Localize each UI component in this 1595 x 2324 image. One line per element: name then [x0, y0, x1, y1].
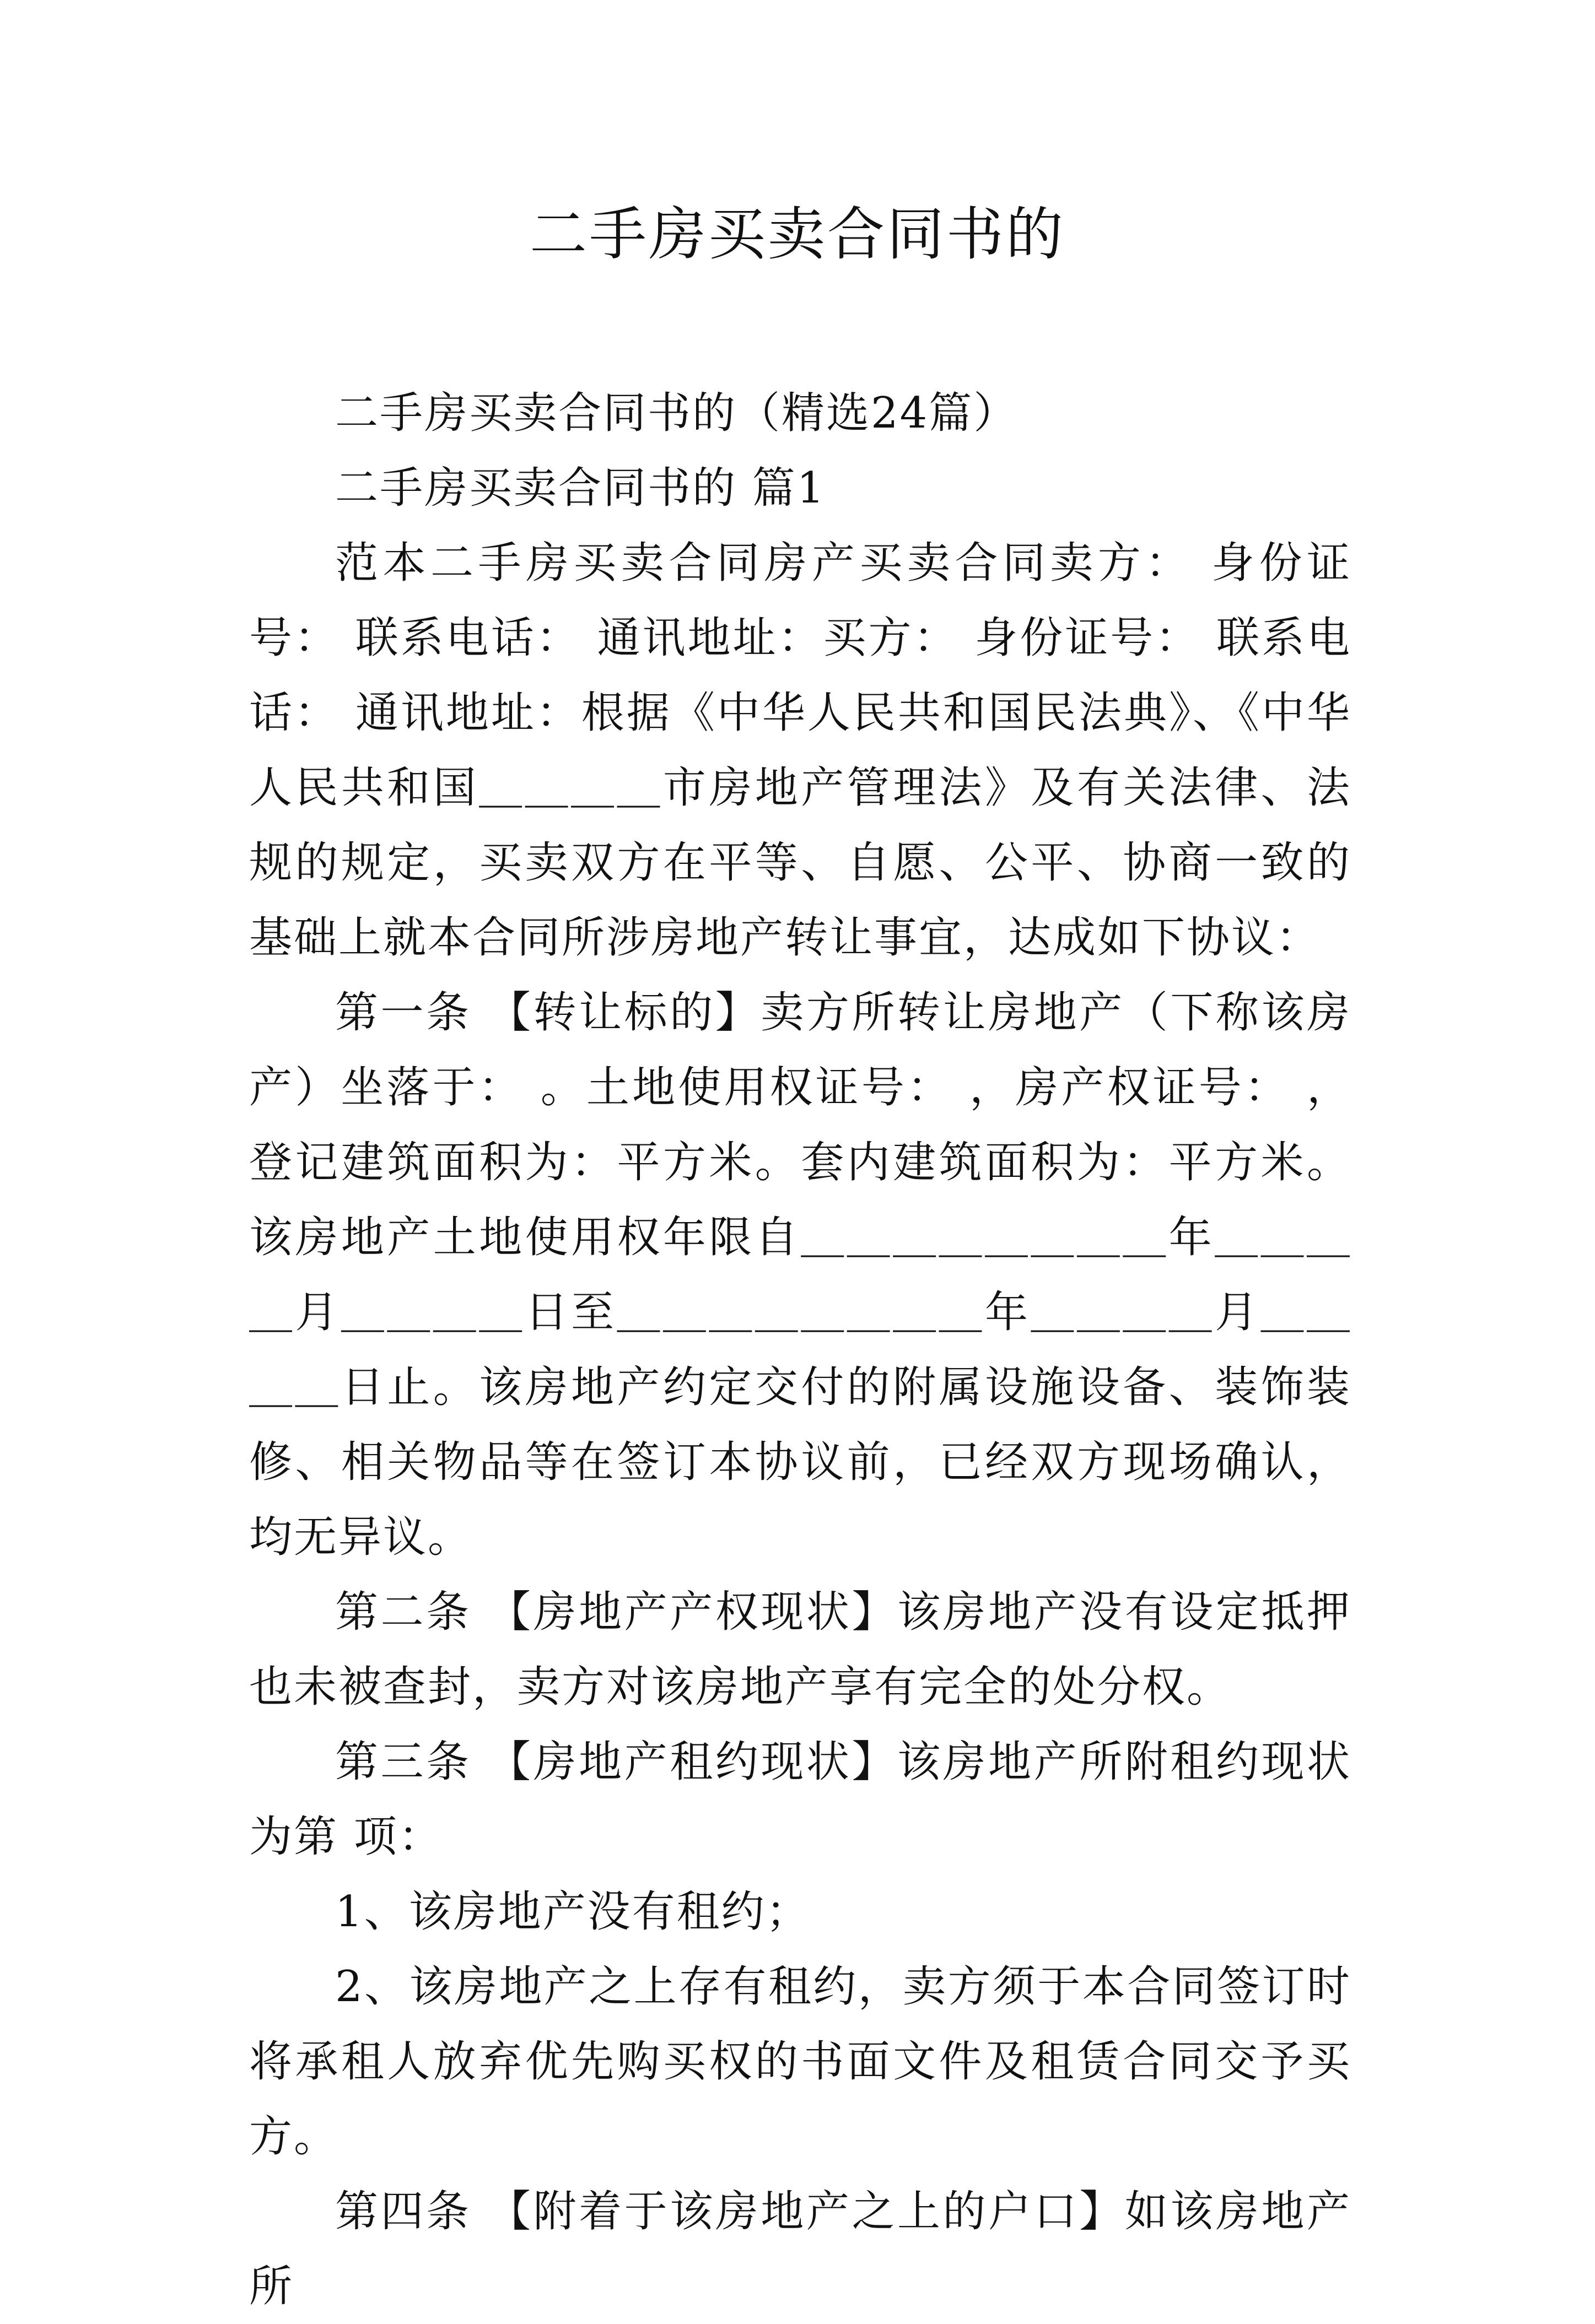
paragraph-preamble: 范本二手房买卖合同房产买卖合同卖方： 身份证号： 联系电话： 通讯地址：买方： 身份证号： 联系电话： 通讯地址：根据《中华人民共和国民法典》、《中华人民共和国＿＿＿＿市房地产管理法》及有关法律、法规的规定，买卖双方在平等、自愿、公平、协商一致的基础上就本合同所涉房地产转让事宜，达成如下协议：: [249, 538, 1351, 963]
paragraph-article-2: 第二条 【房地产产权现状】该房地产没有设定抵押也未被查封，卖方对该房地产享有完全的处分权。: [249, 1587, 1351, 1712]
paragraph-item-1: 1、该房地产没有租约；: [335, 1887, 811, 1937]
paragraph-subtitle: 二手房买卖合同书的（精选24篇）: [335, 388, 1019, 438]
document-body: [249, 376, 1351, 2324]
document-title: 二手房买卖合同书的: [529, 201, 1065, 268]
paragraph-article-3: 第三条 【房地产租约现状】该房地产所附租约现状为第 项：: [249, 1737, 1351, 1862]
paragraph-item-2: 2、该房地产之上存有租约，卖方须于本合同签订时将承租人放弃优先购买权的书面文件及租赁合同交予买方。: [249, 1962, 1351, 2161]
paragraph-section-heading: 二手房买卖合同书的 篇1: [335, 463, 826, 513]
paragraph-article-4: 第四条 【附着于该房地产之上的户口】如该房地产所: [249, 2187, 1351, 2311]
paragraph-article-1: 第一条 【转让标的】卖方所转让房地产（下称该房产）坐落于： 。土地使用权证号： ，房产权证号： ，登记建筑面积为：平方米。套内建筑面积为：平方米。该房地产土地使用权年限自＿＿＿＿＿＿＿＿年＿＿＿＿月＿＿＿＿日至＿＿＿＿＿＿＿＿年＿＿＿＿月＿＿＿＿日止。该房地产约定交付的附属设施设备、装饰装修、相关物品等在签订本协议前，已经双方现场确认，均无异议。: [249, 988, 1351, 1562]
